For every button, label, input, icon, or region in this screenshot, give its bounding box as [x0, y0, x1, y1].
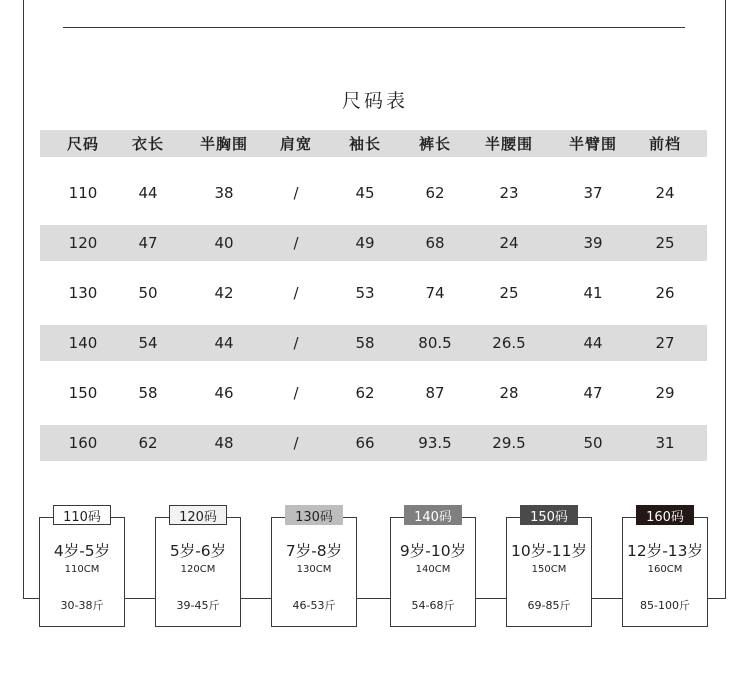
table-cell: / — [293, 434, 299, 452]
table-cell: 45 — [355, 184, 375, 202]
card-weight-range: 69-85斤 — [527, 599, 571, 612]
table-cell: 24 — [499, 234, 519, 252]
header-cell-half-waist: 半腰围 — [484, 135, 533, 153]
table-cell: 27 — [655, 334, 675, 352]
card-height: 120CM — [180, 564, 216, 575]
size-tag-badge: 110码 — [53, 505, 111, 525]
header-cell-pants-length: 裤长 — [418, 135, 451, 153]
size-tag-badge: 140码 — [404, 505, 462, 525]
table-cell: 44 — [214, 334, 234, 352]
card-weight-range: 85-100斤 — [640, 599, 690, 612]
table-cell: / — [293, 184, 299, 202]
table-cell: 46 — [214, 384, 234, 402]
table-cell: / — [293, 334, 299, 352]
table-cell: 44 — [583, 334, 603, 352]
table-header-row — [40, 130, 707, 157]
size-card — [271, 517, 357, 627]
card-weight-range: 54-68斤 — [411, 599, 455, 612]
table-cell: 50 — [138, 284, 158, 302]
size-tag-badge: 130码 — [285, 505, 343, 525]
table-cell: 93.5 — [418, 434, 452, 452]
card-age-range: 12岁-13岁 — [626, 542, 704, 560]
header-cell-length: 衣长 — [131, 135, 164, 153]
card-weight-range: 30-38斤 — [60, 599, 104, 612]
card-age-range: 10岁-11岁 — [510, 542, 588, 560]
table-cell: 29.5 — [492, 434, 526, 452]
table-cell: 140 — [68, 334, 98, 352]
card-height: 140CM — [415, 564, 451, 575]
table-cell: 26.5 — [492, 334, 526, 352]
table-cell: 58 — [355, 334, 375, 352]
card-age-range: 7岁-8岁 — [285, 542, 343, 560]
header-cell-shoulder: 肩宽 — [279, 135, 312, 153]
table-cell: 40 — [214, 234, 234, 252]
table-cell: 38 — [214, 184, 234, 202]
size-card — [506, 517, 592, 627]
table-cell: 87 — [425, 384, 445, 402]
table-cell: 28 — [499, 384, 519, 402]
header-cell-half-arm: 半臂围 — [568, 135, 617, 153]
table-cell: 68 — [425, 234, 445, 252]
table-cell: 26 — [655, 284, 675, 302]
table-cell: 74 — [425, 284, 445, 302]
card-height: 130CM — [296, 564, 332, 575]
table-cell: 62 — [355, 384, 375, 402]
table-cell: 23 — [499, 184, 519, 202]
card-age-range: 4岁-5岁 — [53, 542, 111, 560]
size-card — [39, 517, 125, 627]
table-cell: 42 — [214, 284, 234, 302]
table-cell: 39 — [583, 234, 603, 252]
table-cell: 58 — [138, 384, 158, 402]
table-cell: 29 — [655, 384, 675, 402]
size-card — [390, 517, 476, 627]
card-height: 150CM — [531, 564, 567, 575]
table-row — [40, 175, 707, 211]
header-cell-half-chest: 半胸围 — [199, 135, 248, 153]
size-tag-badge: 120码 — [169, 505, 227, 525]
table-cell: 48 — [214, 434, 234, 452]
table-cell: 47 — [138, 234, 158, 252]
table-cell: 62 — [425, 184, 445, 202]
size-card — [622, 517, 708, 627]
page-title: 尺码表 — [341, 90, 408, 112]
table-cell: 66 — [355, 434, 375, 452]
table-cell: 54 — [138, 334, 158, 352]
table-cell: / — [293, 234, 299, 252]
table-row — [40, 375, 707, 411]
table-cell: 53 — [355, 284, 375, 302]
card-height: 110CM — [64, 564, 100, 575]
table-cell: 41 — [583, 284, 603, 302]
size-tag-badge: 150码 — [520, 505, 578, 525]
card-age-range: 9岁-10岁 — [399, 542, 467, 560]
table-row — [40, 225, 707, 261]
table-cell: 62 — [138, 434, 158, 452]
card-age-range: 5岁-6岁 — [169, 542, 227, 560]
table-cell: 37 — [583, 184, 603, 202]
table-row — [40, 325, 707, 361]
table-cell: 130 — [68, 284, 98, 302]
header-cell-size: 尺码 — [66, 135, 99, 153]
table-cell: / — [293, 284, 299, 302]
table-cell: / — [293, 384, 299, 402]
table-cell: 44 — [138, 184, 158, 202]
table-cell: 49 — [355, 234, 375, 252]
table-cell: 47 — [583, 384, 603, 402]
table-cell: 110 — [68, 184, 98, 202]
table-cell: 150 — [68, 384, 98, 402]
table-cell: 25 — [499, 284, 519, 302]
card-weight-range: 46-53斤 — [292, 599, 336, 612]
header-cell-front-rise: 前档 — [648, 135, 681, 153]
table-cell: 50 — [583, 434, 603, 452]
frame-bottom-border — [23, 598, 726, 599]
table-cell: 80.5 — [418, 334, 452, 352]
table-cell: 160 — [68, 434, 98, 452]
table-cell: 24 — [655, 184, 675, 202]
card-height: 160CM — [647, 564, 683, 575]
table-cell: 120 — [68, 234, 98, 252]
card-weight-range: 39-45斤 — [176, 599, 220, 612]
size-card — [155, 517, 241, 627]
table-cell: 31 — [655, 434, 675, 452]
table-row — [40, 425, 707, 461]
top-divider — [63, 27, 685, 28]
header-cell-sleeve: 袖长 — [348, 135, 381, 153]
table-row — [40, 275, 707, 311]
table-cell: 25 — [655, 234, 675, 252]
size-tag-badge: 160码 — [636, 505, 694, 525]
